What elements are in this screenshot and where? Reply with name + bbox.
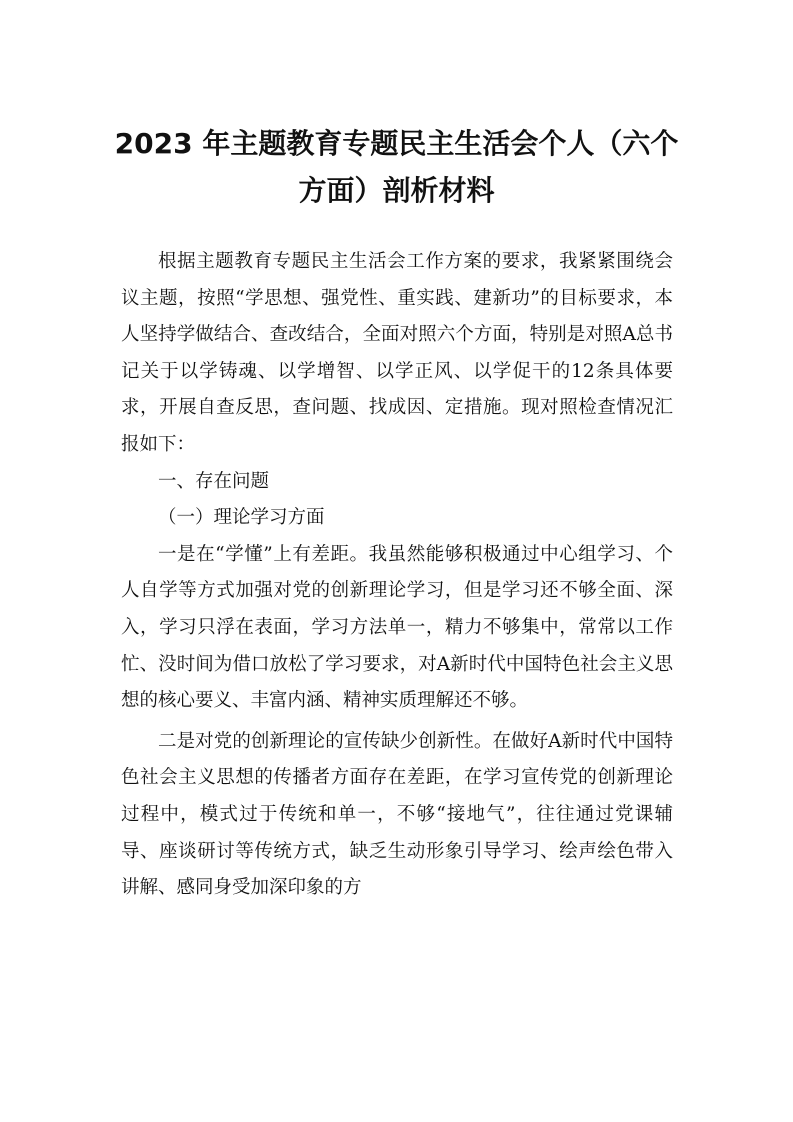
subsection-heading-theory-study: （一）理论学习方面 <box>158 507 325 529</box>
document-title-line-2: 方面）剖析材料 <box>298 174 495 207</box>
paragraph-point-two: 二是对党的创新理论的宣传缺少创新性。在做好A新时代中国特色社会主义思想的传播者方面存在差距，在学习宣传党的创新理论过程中，模式过于传统和单一，不够“接地气”，往往通过党课辅导、座谈研讨等传统方式，缺乏生动形象引导学习、绘声绘色带入讲解、感同身受加深印象的方 <box>121 730 673 899</box>
document-body <box>121 244 673 907</box>
paragraph-point-one: 一是在“学懂”上有差距。我虽然能够积极通过中心组学习、个人自学等方式加强对党的创新理论学习，但是学习还不够全面、深入，学习只浮在表面，学习方法单一，精力不够集中，常常以工作忙、没时间为借口放松了学习要求，对A新时代中国特色社会主义思想的核心要义、丰富内涵、精神实质理解还不够。 <box>121 543 673 712</box>
section-heading-problems: 一、存在问题 <box>158 470 270 492</box>
paragraph-intro: 根据主题教育专题民主生活会工作方案的要求，我紧紧围绕会议主题，按照“学思想、强党性、重实践、建新功”的目标要求，本人坚持学做结合、查改结合，全面对照六个方面，特别是对照A总书记关于以学铸魂、以学增智、以学正风、以学促干的12条具体要求，开展自查反思，查问题、找成因、定措施。现对照检查情况汇报如下： <box>121 251 673 455</box>
document-title-line-1: 2023 年主题教育专题民主生活会个人（六个 <box>114 127 679 160</box>
